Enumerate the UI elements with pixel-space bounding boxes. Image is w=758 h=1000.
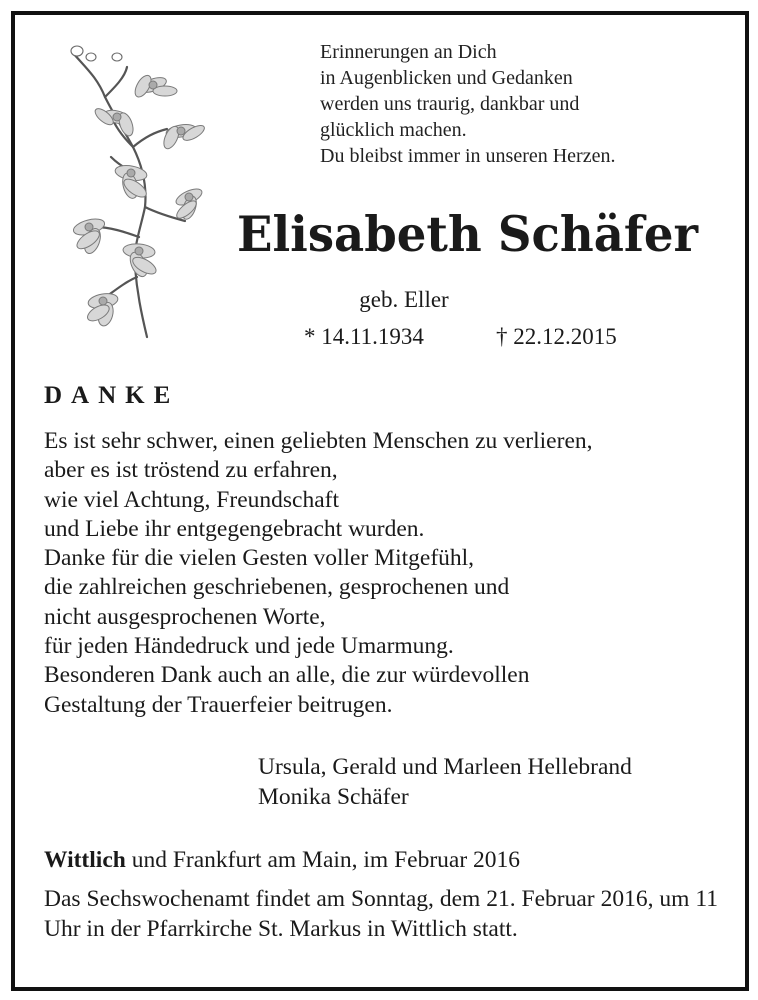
poem-line: glücklich machen.	[320, 119, 467, 141]
place-city: Wittlich	[44, 847, 126, 873]
place-rest: und Frankfurt am Main, im Februar 2016	[125, 847, 521, 873]
thanks-line: Es ist sehr schwer, einen geliebten Menschen zu verlieren,	[44, 428, 593, 454]
poem-line: Erinnerungen an Dich	[320, 41, 497, 63]
thanks-line: wie viel Achtung, Freundschaft	[44, 486, 339, 513]
birth-date: * 14.11.1934	[304, 324, 424, 349]
place-and-date	[44, 847, 520, 874]
thanks-line: Besonderen Dank auch an alle, die zur würdevollen	[44, 662, 530, 689]
poem-line: Du bleibst immer in unseren Herzen.	[320, 145, 616, 167]
memorial-poem	[320, 39, 615, 169]
thanks-heading: DANKE	[44, 382, 180, 409]
thanks-line: nicht ausgesprochenen Worte,	[44, 603, 326, 630]
signers	[258, 753, 632, 812]
thanks-text	[44, 427, 593, 720]
signer-line: Monika Schäfer	[258, 783, 409, 810]
thanks-line: Danke für die vielen Gesten voller Mitgefühl,	[44, 545, 475, 572]
thanks-line: und Liebe ihr entgegengebracht wurden.	[44, 515, 425, 542]
birth-name: geb. Eller	[359, 287, 449, 312]
thanks-line: Gestaltung der Trauerfeier beitrugen.	[44, 691, 393, 718]
thanks-line: aber es ist tröstend zu erfahren,	[44, 457, 338, 484]
thanks-line: für jeden Händedruck und jede Umarmung.	[44, 633, 454, 660]
death-date: † 22.12.2015	[496, 324, 617, 349]
signer-line: Ursula, Gerald und Marleen Hellebrand	[258, 754, 632, 780]
deceased-name: Elisabeth Schäfer	[237, 205, 699, 263]
service-notice: Das Sechswochenamt findet am Sonntag, dem 21. Februar 2016, um 11 Uhr in der Pfarrkirche St. Markus in Wittlich statt.	[44, 886, 718, 942]
thanks-line: die zahlreichen geschriebenen, gesprochenen und	[44, 574, 510, 601]
poem-line: in Augenblicken und Gedanken	[320, 67, 573, 89]
poem-line: werden uns traurig, dankbar und	[320, 93, 580, 115]
obituary-frame	[11, 11, 749, 991]
